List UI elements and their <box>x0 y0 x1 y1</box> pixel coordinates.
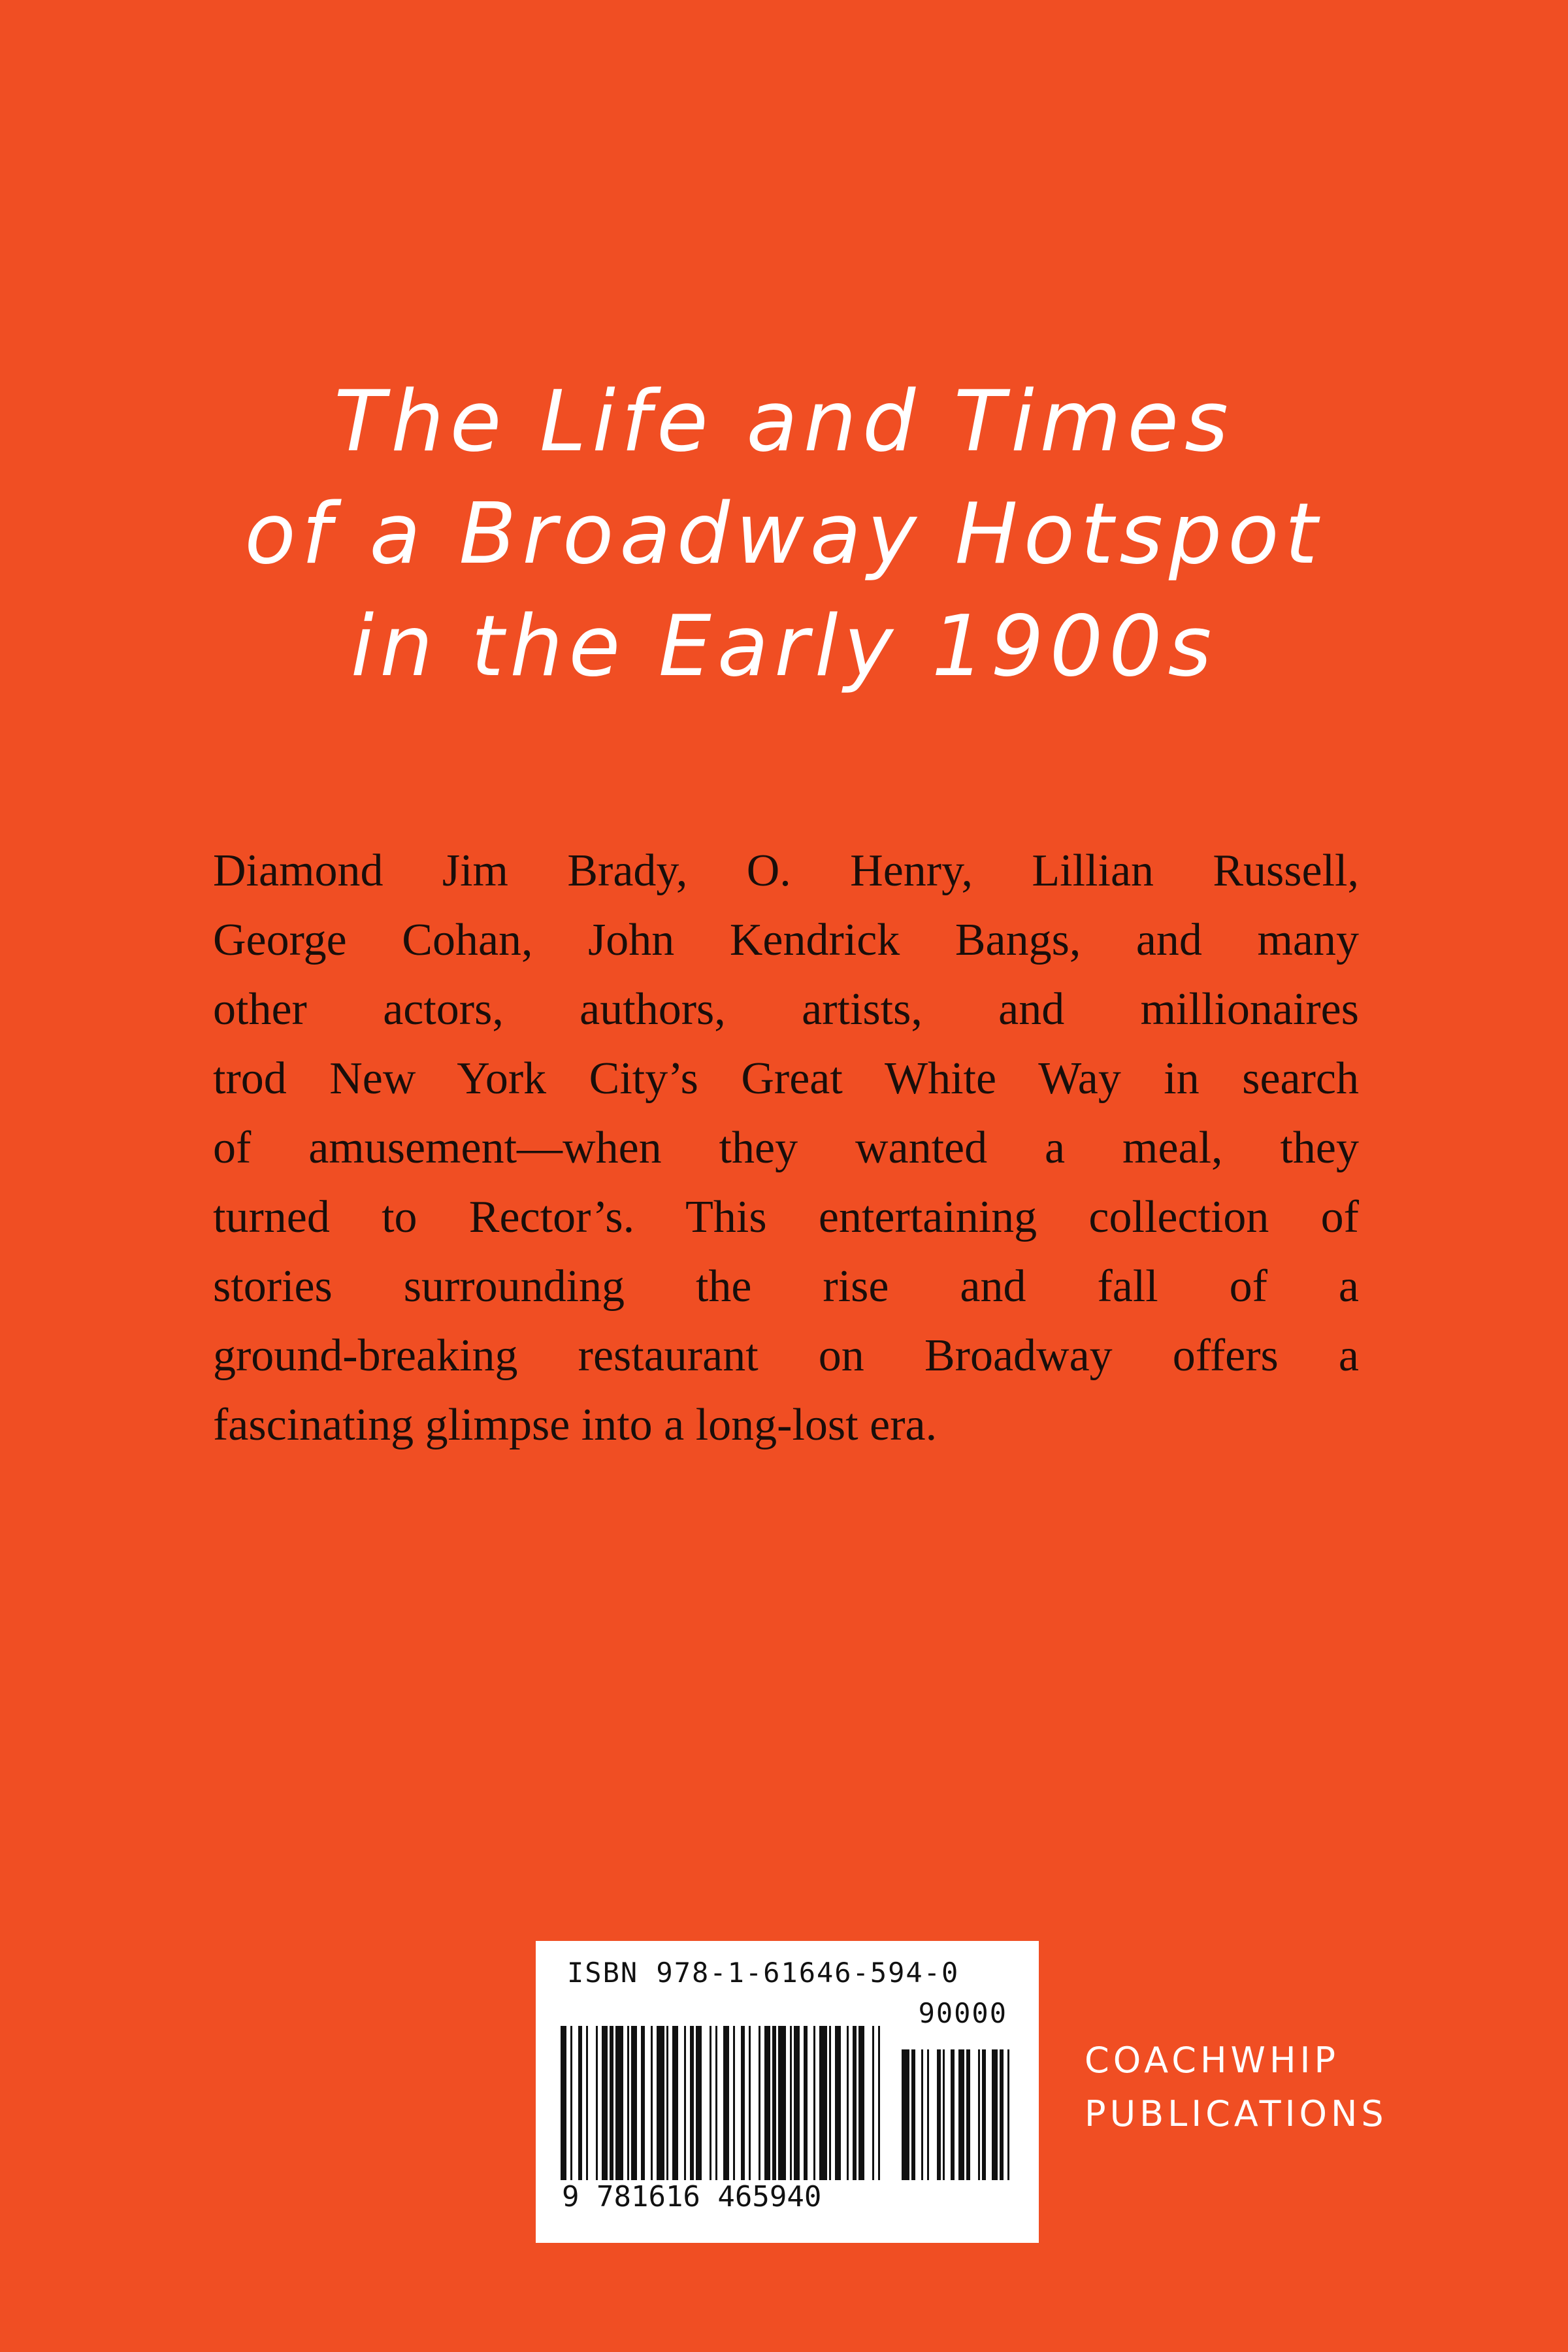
barcode-bar <box>804 2026 808 2180</box>
tagline <box>118 366 1450 703</box>
barcode-bar <box>858 2026 864 2180</box>
barcode-bar <box>741 2026 745 2180</box>
barcode-bar <box>672 2026 678 2180</box>
barcode-bar <box>749 2026 751 2180</box>
barcode-bar <box>715 2026 717 2180</box>
barcode-bar <box>902 2049 909 2180</box>
barcode-bar <box>794 2026 800 2180</box>
barcode-bar <box>966 2049 970 2180</box>
barcode-bar <box>666 2026 668 2180</box>
barcode-bar <box>1000 2049 1004 2180</box>
barcode-bar <box>615 2026 623 2180</box>
barcode-bars <box>561 2026 1014 2180</box>
barcode-bar <box>943 2049 945 2180</box>
barcode-bar <box>921 2049 923 2180</box>
barcode-bar <box>772 2026 776 2180</box>
tagline-line: in the Early 1900s <box>350 598 1218 695</box>
barcode-bar <box>853 2026 857 2180</box>
publisher-name <box>1085 2034 1388 2141</box>
isbn-barcode <box>536 1941 1039 2243</box>
barcode-bar <box>813 2026 815 2180</box>
tagline-line: of a Broadway Hotspot <box>244 486 1324 583</box>
barcode-bar <box>835 2026 841 2180</box>
blurb-line: ground-breaking restaurant on Broadway offers a <box>213 1331 1359 1381</box>
barcode-bar <box>710 2026 711 2180</box>
barcode-bar <box>764 2026 770 2180</box>
blurb-line: turned to Rector’s. This entertaining collection of <box>213 1192 1359 1242</box>
barcode-bar <box>723 2026 729 2180</box>
barcode-bar <box>586 2026 588 2180</box>
description-blurb <box>213 836 1359 1460</box>
blurb-line: fascinating glimpse into a long-lost era. <box>213 1400 938 1450</box>
barcode-bar <box>978 2049 980 2180</box>
barcode-bar <box>958 2049 964 2180</box>
tagline-line: The Life and Times <box>334 373 1234 471</box>
blurb-line: trod New York City’s Great White Way in search <box>213 1053 1359 1104</box>
blurb-line: other actors, authors, artists, and millionaires <box>213 984 1359 1035</box>
blurb-line: George Cohan, John Kendrick Bangs, and many <box>213 915 1359 965</box>
barcode-bar <box>790 2026 792 2180</box>
barcode-bar <box>937 2049 941 2180</box>
barcode-bar <box>657 2026 664 2180</box>
barcode-bar <box>733 2026 735 2180</box>
ean-digits: 9 781616 465940 <box>562 2180 822 2213</box>
barcode-bar <box>759 2026 760 2180</box>
barcode-bar <box>631 2026 637 2180</box>
barcode-bar <box>596 2026 598 2180</box>
blurb-line: Diamond Jim Brady, O. Henry, Lillian Russell, <box>213 846 1359 896</box>
barcode-bar <box>696 2026 702 2180</box>
barcode-bar <box>992 2049 998 2180</box>
barcode-bar <box>602 2026 608 2180</box>
barcode-bar <box>872 2026 874 2180</box>
barcode-bar <box>627 2026 629 2180</box>
barcode-bar <box>951 2049 955 2180</box>
barcode-bar <box>570 2026 572 2180</box>
blurb-line: of amusement—when they wanted a meal, they <box>213 1123 1359 1173</box>
barcode-bar <box>829 2026 831 2180</box>
price-addon-code: 90000 <box>918 1997 1007 2029</box>
barcode-bar <box>878 2026 880 2180</box>
barcode-bar <box>641 2026 645 2180</box>
barcode-bar <box>561 2026 566 2180</box>
publisher-line: PUBLICATIONS <box>1085 2093 1388 2134</box>
barcode-bar <box>578 2026 582 2180</box>
publisher-line: COACHWHIP <box>1085 2040 1340 2081</box>
barcode-bar <box>911 2049 915 2180</box>
barcode-bar <box>982 2049 986 2180</box>
barcode-bar <box>610 2026 613 2180</box>
barcode-bar <box>847 2026 849 2180</box>
blurb-line: stories surrounding the rise and fall of a <box>213 1261 1359 1312</box>
barcode-bar <box>778 2026 786 2180</box>
isbn-label: ISBN 978-1-61646-594-0 <box>567 1957 960 1989</box>
barcode-bar <box>690 2026 694 2180</box>
barcode-bar <box>684 2026 686 2180</box>
barcode-bar <box>819 2026 827 2180</box>
barcode-bar <box>927 2049 929 2180</box>
barcode-bar <box>1007 2049 1009 2180</box>
barcode-bar <box>651 2026 653 2180</box>
